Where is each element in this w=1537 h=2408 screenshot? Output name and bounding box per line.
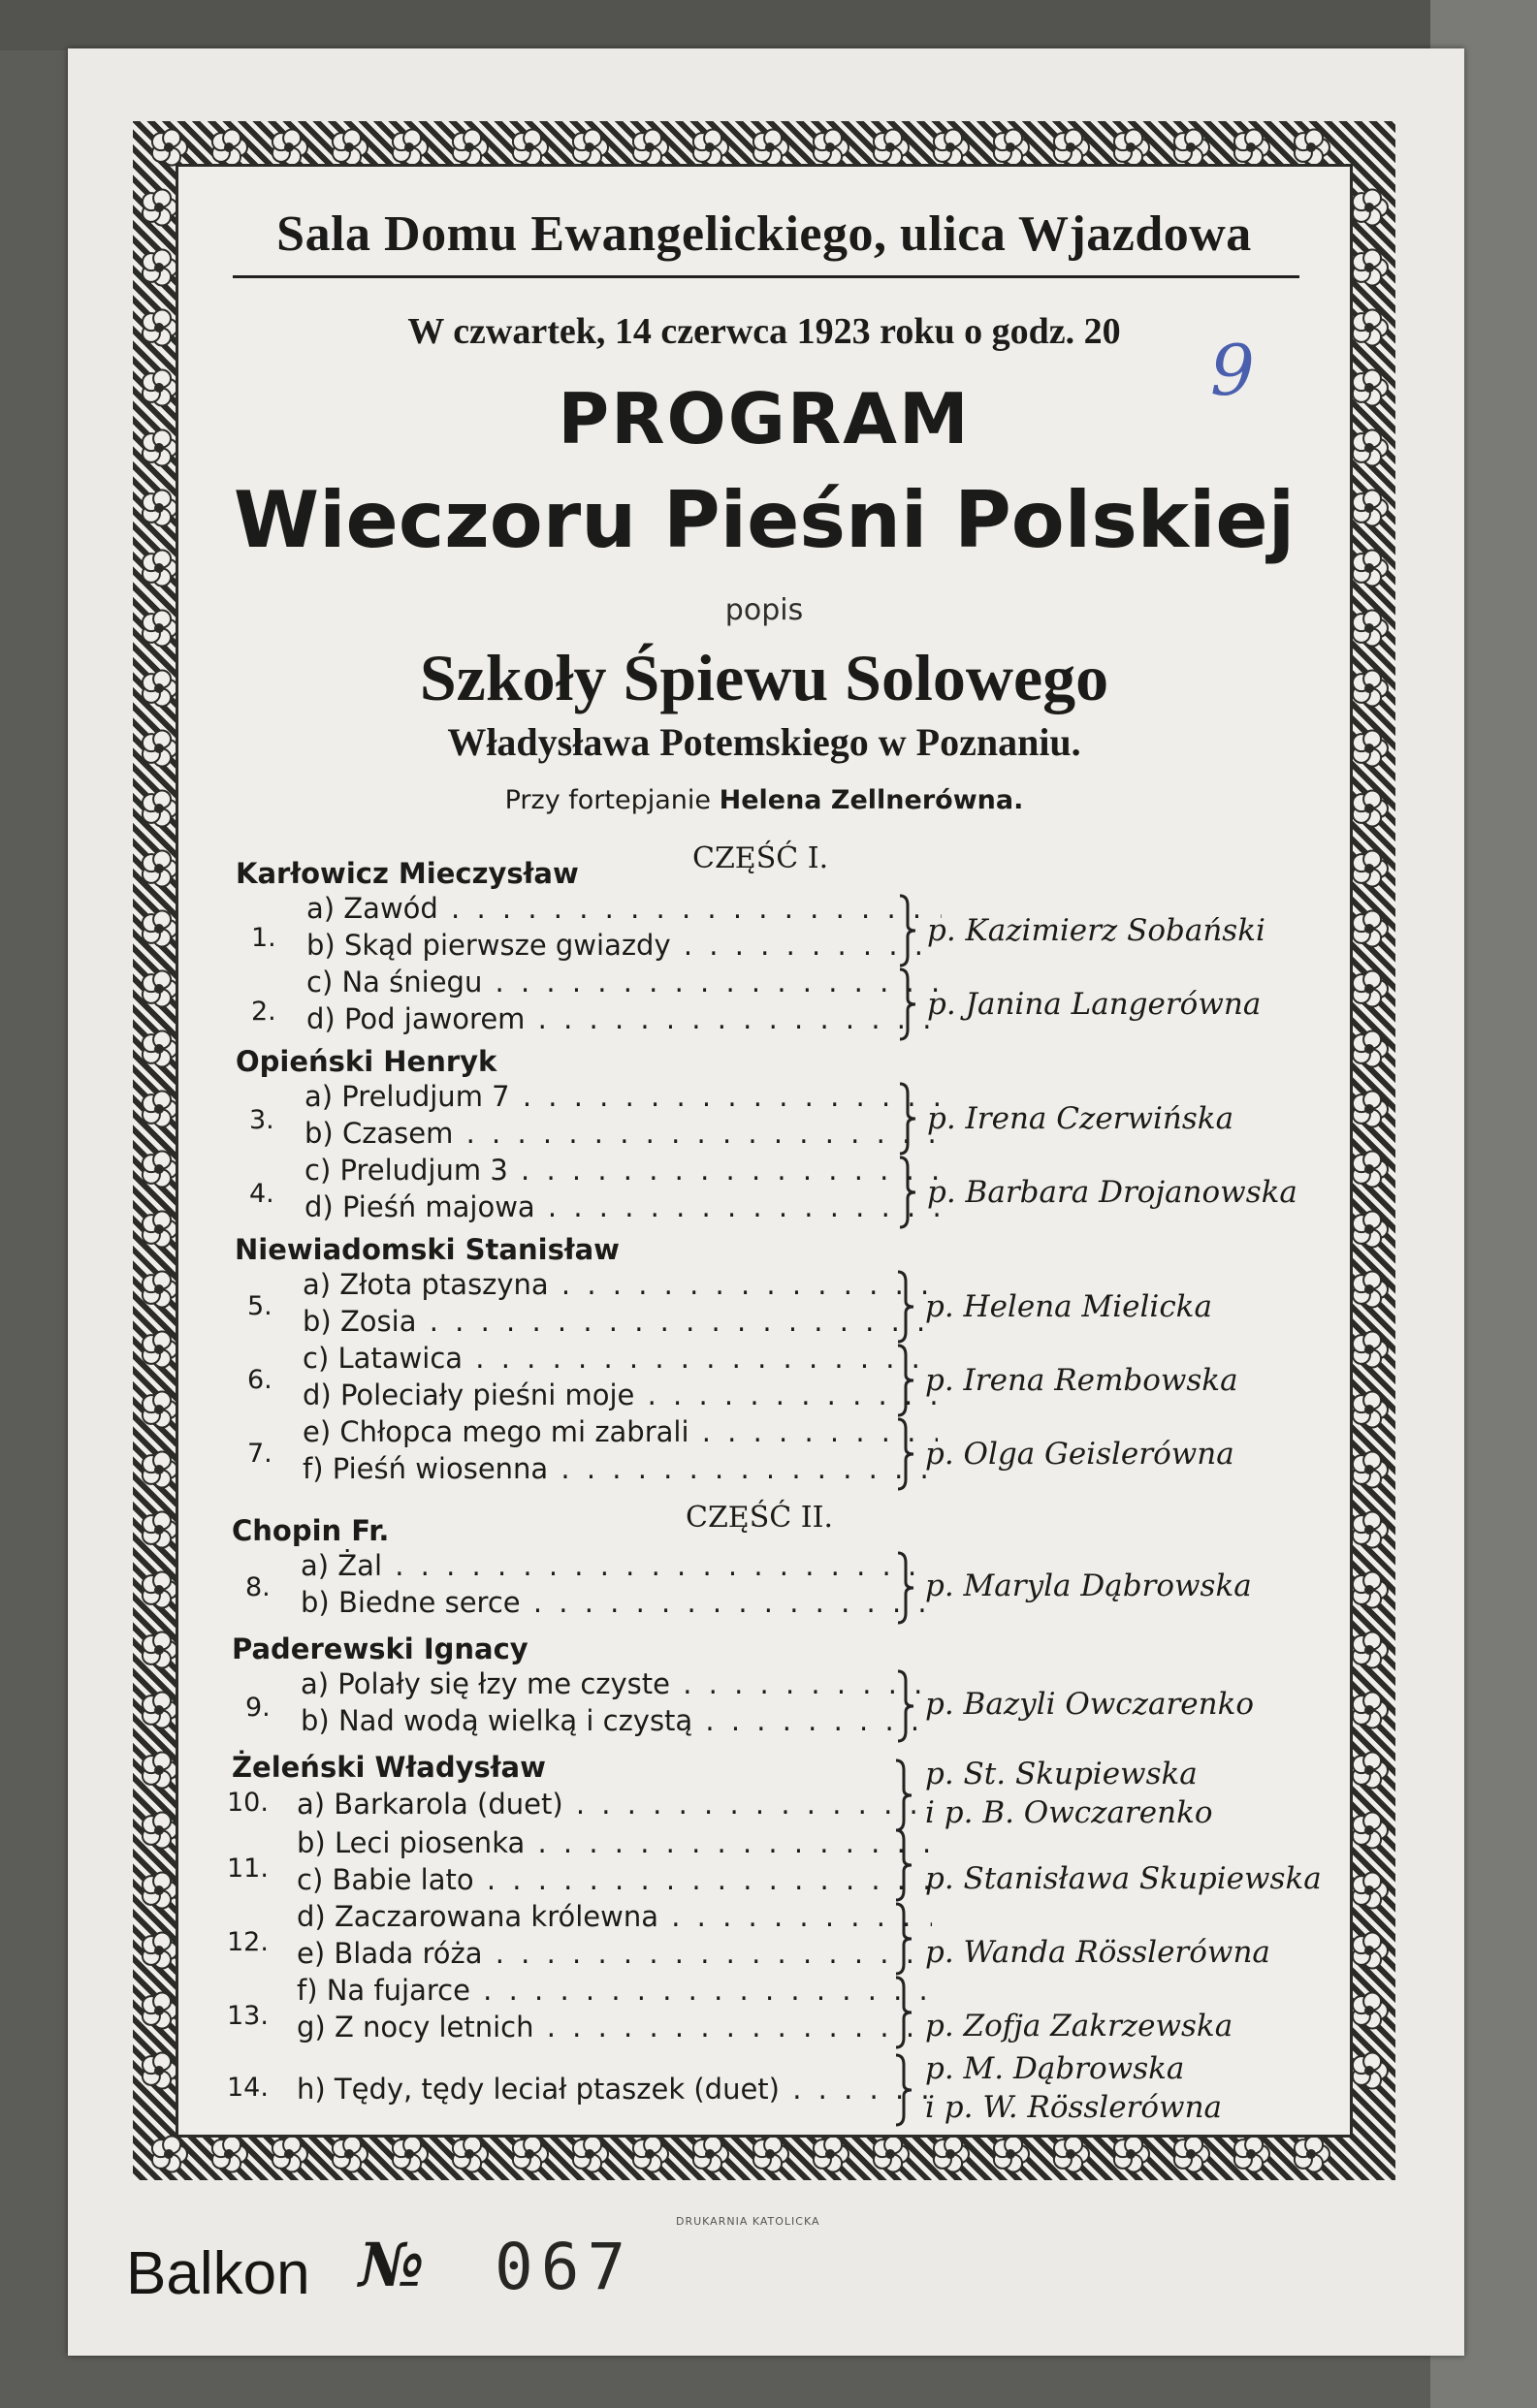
flower-ornament-icon — [1353, 1932, 1388, 1968]
item-number: 6. — [247, 1365, 272, 1395]
item-number: 9. — [245, 1693, 271, 1723]
flower-ornament-icon — [143, 1451, 177, 1487]
flower-ornament-icon — [143, 1812, 177, 1848]
item-number: 12. — [227, 1927, 269, 1957]
performer-name: i p. W. Rösslerówna — [925, 2090, 1223, 2125]
flower-ornament-icon — [143, 1872, 177, 1908]
flower-ornament-icon — [1353, 1571, 1388, 1607]
handwritten-number: 9 — [1210, 330, 1255, 411]
flower-ornament-icon — [1353, 1451, 1388, 1487]
flower-ornament-icon — [633, 2136, 668, 2171]
flower-ornament-icon — [513, 129, 548, 165]
song-title: b) Skąd pierwsze gwiazdy . . . — [306, 929, 942, 962]
flower-ornament-icon — [143, 2052, 177, 2088]
flower-ornament-icon — [814, 2136, 849, 2171]
flower-ornament-icon — [453, 2136, 488, 2171]
flower-ornament-icon — [143, 910, 177, 946]
flower-ornament-icon — [1353, 1872, 1388, 1908]
flower-ornament-icon — [753, 2136, 788, 2171]
flower-ornament-icon — [1295, 2136, 1329, 2171]
flower-ornament-icon — [143, 970, 177, 1006]
flower-ornament-icon — [934, 2136, 969, 2171]
balcony-label: Balkon — [126, 2240, 310, 2307]
brace-icon — [894, 1415, 917, 1493]
flower-ornament-icon — [143, 189, 177, 225]
brace-icon — [892, 1900, 915, 1978]
brace-icon — [896, 1080, 919, 1157]
flower-ornament-icon — [393, 129, 428, 165]
flower-ornament-icon — [143, 1632, 177, 1667]
item-number: 14. — [227, 2073, 269, 2103]
flower-ornament-icon — [143, 309, 177, 345]
flower-ornament-icon — [1353, 1331, 1388, 1367]
background-top — [0, 0, 1537, 50]
flower-ornament-icon — [152, 2136, 187, 2171]
numero-sign: № — [359, 2230, 425, 2300]
flower-ornament-icon — [1353, 1271, 1388, 1307]
popis-label: popis — [724, 593, 804, 627]
item-number: 13. — [227, 2001, 269, 2031]
flower-ornament-icon — [633, 129, 668, 165]
flower-ornament-icon — [1353, 790, 1388, 826]
performer-name: p. M. Dąbrowska — [925, 2051, 1185, 2086]
composer-opienski: Opieński Henryk — [236, 1045, 497, 1078]
flower-ornament-icon — [393, 2136, 428, 2171]
flower-ornament-icon — [143, 1511, 177, 1547]
song-title: b) Nad wodą wielką i czystą . . . — [301, 1704, 936, 1737]
flower-ornament-icon — [143, 1932, 177, 1968]
song-title: b) Biedne serce . . . — [301, 1586, 936, 1619]
flower-ornament-icon — [1054, 2136, 1089, 2171]
flower-ornament-icon — [1174, 2136, 1209, 2171]
flower-ornament-icon — [1353, 970, 1388, 1006]
flower-ornament-icon — [143, 1391, 177, 1427]
flower-ornament-icon — [143, 490, 177, 525]
flower-ornament-icon — [143, 369, 177, 405]
flower-ornament-icon — [1353, 369, 1388, 405]
song-title: f) Pieśń wiosenna . . . — [303, 1452, 938, 1485]
flower-ornament-icon — [994, 2136, 1029, 2171]
performer-name: p. Barbara Drojanowska — [927, 1175, 1297, 1210]
song-title: a) Polały się łzy me czyste . . . — [301, 1667, 936, 1700]
flower-ornament-icon — [1234, 129, 1269, 165]
flower-ornament-icon — [143, 850, 177, 886]
flower-ornament-icon — [1353, 2052, 1388, 2088]
printer-imprint: DRUKARNIA KATOLICKA — [676, 2215, 820, 2228]
flower-ornament-icon — [1353, 249, 1388, 285]
flower-ornament-icon — [143, 1151, 177, 1187]
song-title: b) Leci piosenka . . . — [297, 1826, 932, 1859]
performer-name: p. St. Skupiewska — [925, 1757, 1198, 1791]
song-title: b) Zosia . . . — [303, 1305, 938, 1338]
flower-ornament-icon — [143, 1030, 177, 1066]
composer-chopin: Chopin Fr. — [232, 1514, 390, 1547]
flower-ornament-icon — [143, 670, 177, 706]
performer-name: i p. B. Owczarenko — [925, 1795, 1213, 1830]
flower-ornament-icon — [874, 129, 909, 165]
song-title: c) Babie lato . . . — [297, 1863, 932, 1896]
song-title: d) Pod jaworem . . . — [306, 1002, 942, 1035]
flower-ornament-icon — [1353, 1030, 1388, 1066]
song-title: f) Na fujarce . . . — [297, 1974, 932, 2007]
flower-ornament-icon — [1353, 429, 1388, 465]
brace-icon — [892, 2051, 915, 2129]
pianist-name: Helena Zellnerówna. — [719, 785, 1024, 815]
composer-paderewski: Paderewski Ignacy — [232, 1632, 528, 1665]
performer-name: p. Janina Langerówna — [927, 987, 1262, 1022]
flower-ornament-icon — [693, 129, 728, 165]
flower-ornament-icon — [1353, 670, 1388, 706]
venue-underline — [233, 275, 1299, 278]
item-number: 1. — [251, 923, 276, 953]
brace-icon — [896, 1154, 919, 1231]
item-number: 3. — [249, 1105, 274, 1135]
flower-ornament-icon — [143, 1992, 177, 2028]
item-number: 10. — [227, 1788, 269, 1818]
flower-ornament-icon — [1114, 2136, 1149, 2171]
flower-ornament-icon — [573, 129, 608, 165]
item-number: 2. — [251, 997, 276, 1027]
flower-ornament-icon — [272, 2136, 307, 2171]
flower-ornament-icon — [1174, 129, 1209, 165]
flower-ornament-icon — [1353, 610, 1388, 646]
item-number: 7. — [247, 1439, 272, 1469]
flower-ornament-icon — [1353, 189, 1388, 225]
brace-icon — [892, 1974, 915, 2051]
flower-ornament-icon — [212, 2136, 247, 2171]
date-line: W czwartek, 14 czerwca 1923 roku o godz. 20 — [407, 311, 1121, 352]
flower-ornament-icon — [143, 1692, 177, 1727]
flower-ornament-icon — [934, 129, 969, 165]
brace-icon — [894, 1549, 917, 1627]
flower-ornament-icon — [143, 730, 177, 766]
flower-ornament-icon — [753, 129, 788, 165]
flower-ornament-icon — [814, 129, 849, 165]
brace-icon — [892, 1757, 915, 1834]
flower-ornament-icon — [1054, 129, 1089, 165]
song-title: b) Czasem . . . — [304, 1117, 940, 1150]
performer-name: p. Wanda Rösslerówna — [925, 1935, 1270, 1970]
part-1-heading: CZĘŚĆ I. — [692, 841, 829, 875]
flower-ornament-icon — [1353, 490, 1388, 525]
flower-ornament-icon — [272, 129, 307, 165]
flower-ornament-icon — [333, 2136, 368, 2171]
song-title: e) Blada róża . . . — [297, 1937, 932, 1970]
flower-ornament-icon — [1353, 1992, 1388, 2028]
flower-ornament-icon — [513, 2136, 548, 2171]
song-title: a) Barkarola (duet) . . . — [297, 1788, 932, 1821]
flower-ornament-icon — [1353, 1391, 1388, 1427]
song-title: d) Poleciały pieśni moje . . . — [303, 1378, 938, 1411]
flower-ornament-icon — [1353, 850, 1388, 886]
teacher-line: Władysława Potemskiego w Poznaniu. — [447, 720, 1081, 764]
performer-name: p. Stanisława Skupiewska — [925, 1861, 1322, 1896]
flower-ornament-icon — [1234, 2136, 1269, 2171]
piano-prefix: Przy fortepjanie — [504, 785, 711, 815]
flower-ornament-icon — [1353, 1211, 1388, 1247]
flower-ornament-icon — [1295, 129, 1329, 165]
composer-niewiadomski: Niewiadomski Stanisław — [235, 1233, 620, 1266]
flower-ornament-icon — [152, 129, 187, 165]
flower-ornament-icon — [143, 1271, 177, 1307]
song-title: g) Z nocy letnich . . . — [297, 2011, 932, 2044]
brace-icon — [894, 1667, 917, 1745]
flower-ornament-icon — [212, 129, 247, 165]
performer-name: p. Kazimierz Sobański — [927, 913, 1265, 948]
flower-ornament-icon — [874, 2136, 909, 2171]
performer-name: p. Zofja Zakrzewska — [925, 2009, 1233, 2044]
flower-ornament-icon — [143, 550, 177, 586]
song-title: a) Preludjum 7 . . . — [304, 1080, 940, 1113]
flower-ornament-icon — [143, 1091, 177, 1126]
song-title: a) Złota ptaszyna . . . — [303, 1268, 938, 1301]
flower-ornament-icon — [573, 2136, 608, 2171]
song-title: a) Zawód . . . — [306, 892, 942, 925]
flower-ornament-icon — [143, 1211, 177, 1247]
flower-ornament-icon — [1114, 129, 1149, 165]
brace-icon — [894, 1342, 917, 1419]
part-2-heading: CZĘŚĆ II. — [686, 1501, 833, 1535]
song-title: a) Żal . . . — [301, 1549, 936, 1582]
flower-ornament-icon — [1353, 1091, 1388, 1126]
flower-ornament-icon — [1353, 1151, 1388, 1187]
school-name: Szkoły Śpiewu Solowego — [419, 641, 1109, 714]
performer-name: p. Maryla Dąbrowska — [925, 1568, 1252, 1603]
flower-ornament-icon — [1353, 1632, 1388, 1667]
song-title: c) Preludjum 3 . . . — [304, 1154, 940, 1187]
composer-zelenski: Żeleński Władysław — [232, 1751, 546, 1784]
flower-ornament-icon — [994, 129, 1029, 165]
flower-ornament-icon — [1353, 1812, 1388, 1848]
flower-ornament-icon — [143, 790, 177, 826]
performer-name: p. Irena Czerwińska — [927, 1101, 1234, 1136]
song-title: c) Na śniegu . . . — [306, 966, 942, 998]
flower-ornament-icon — [1353, 910, 1388, 946]
performer-name: p. Bazyli Owczarenko — [925, 1687, 1255, 1722]
flower-ornament-icon — [693, 2136, 728, 2171]
piano-line — [178, 785, 1350, 815]
brace-icon — [894, 1268, 917, 1346]
venue-line: Sala Domu Ewangelickiego, ulica Wjazdowa — [276, 206, 1252, 262]
flower-ornament-icon — [1353, 1692, 1388, 1727]
performer-name: p. Irena Rembowska — [925, 1363, 1238, 1398]
composer-karlowicz: Karłowicz Mieczysław — [236, 857, 579, 890]
program-heading: PROGRAM — [558, 378, 971, 459]
flower-ornament-icon — [143, 1571, 177, 1607]
flower-ornament-icon — [333, 129, 368, 165]
concert-title: Wieczoru Pieśni Polskiej — [233, 475, 1296, 565]
item-number: 4. — [249, 1179, 274, 1209]
flower-ornament-icon — [143, 249, 177, 285]
flower-ornament-icon — [143, 610, 177, 646]
performer-name: p. Olga Geislerówna — [925, 1437, 1234, 1472]
performer-name: p. Helena Mielicka — [925, 1289, 1212, 1324]
flower-ornament-icon — [143, 1752, 177, 1788]
flower-ornament-icon — [1353, 730, 1388, 766]
item-number: 5. — [247, 1291, 272, 1321]
item-number: 11. — [227, 1854, 269, 1884]
song-title: c) Latawica . . . — [303, 1342, 938, 1375]
item-number: 8. — [245, 1572, 271, 1602]
flower-ornament-icon — [1353, 1752, 1388, 1788]
brace-icon — [892, 1826, 915, 1904]
ticket-number: 067 — [495, 2230, 634, 2304]
flower-ornament-icon — [143, 429, 177, 465]
song-title: d) Zaczarowana królewna . . . — [297, 1900, 932, 1933]
song-title: h) Tędy, tędy leciał ptaszek (duet) . . . — [297, 2073, 932, 2106]
brace-icon — [896, 892, 919, 969]
song-title: e) Chłopca mego mi zabrali . . . — [303, 1415, 938, 1448]
flower-ornament-icon — [143, 1331, 177, 1367]
program-content — [178, 167, 1350, 2135]
flower-ornament-icon — [1353, 309, 1388, 345]
flower-ornament-icon — [1353, 1511, 1388, 1547]
song-title: d) Pieśń majowa . . . — [304, 1190, 940, 1223]
flower-ornament-icon — [453, 129, 488, 165]
brace-icon — [896, 966, 919, 1043]
flower-ornament-icon — [1353, 550, 1388, 586]
